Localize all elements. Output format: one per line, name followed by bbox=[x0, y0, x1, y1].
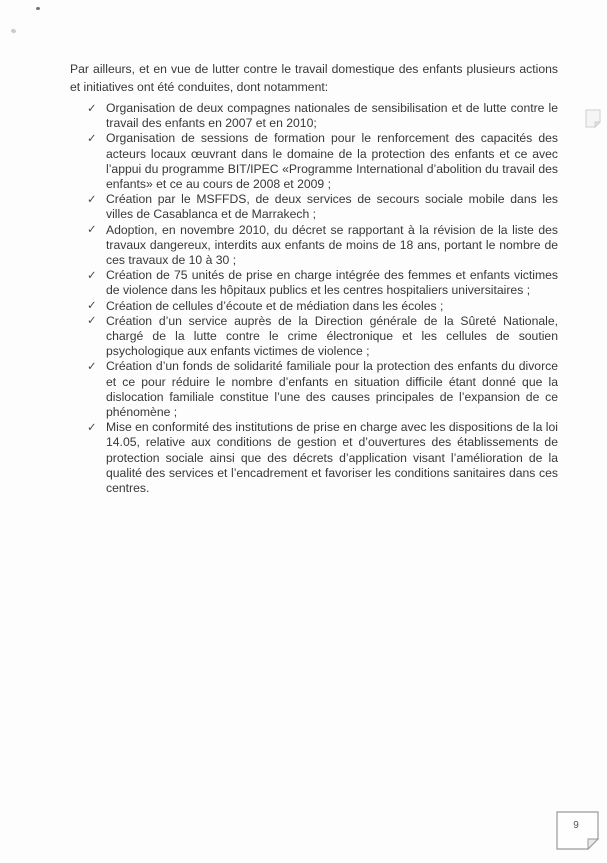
list-item-text: Création par le MSFFDS, de deux services de secours sociale mobile dans les villes de Casablanca et de Marrakech ; bbox=[106, 192, 558, 222]
check-icon: ✓ bbox=[87, 102, 97, 115]
check-icon: ✓ bbox=[87, 300, 97, 313]
scan-speck bbox=[36, 7, 40, 10]
list-item bbox=[86, 131, 558, 192]
page-curl-icon bbox=[585, 109, 601, 128]
list-item bbox=[86, 223, 558, 269]
list-item bbox=[86, 299, 558, 314]
scan-speck bbox=[10, 28, 16, 33]
check-icon: ✓ bbox=[87, 269, 97, 282]
check-icon: ✓ bbox=[87, 224, 97, 237]
list-item-text: Création de cellules d’écoute et de médiation dans les écoles ; bbox=[106, 298, 444, 313]
check-icon: ✓ bbox=[87, 360, 97, 373]
check-icon: ✓ bbox=[87, 132, 97, 145]
list-item-text: Création d’un fonds de solidarité familiale pour la protection des enfants du divorce et ce pour réduire le nombre d’enfants en situation difficile étant donné que la dislocation familiale constitue l’une des causes principales de l’expansion de ce phénomène ; bbox=[106, 359, 558, 420]
list-item bbox=[86, 268, 558, 298]
check-icon: ✓ bbox=[87, 421, 97, 434]
list-item bbox=[86, 359, 558, 420]
check-icon: ✓ bbox=[87, 315, 97, 328]
page-number-badge bbox=[556, 811, 599, 850]
list-item-text: Création de 75 unités de prise en charge intégrée des femmes et enfants victimes de violence dans les hôpitaux publics et les centres hospitaliers universitaires ; bbox=[106, 268, 558, 298]
check-icon: ✓ bbox=[87, 193, 97, 206]
list-item-text: Création d’un service auprès de la Direction générale de la Sûreté Nationale, chargé de la lutte contre le crime électronique et les cellules de soutien psychologique aux enfants victimes de violence ; bbox=[106, 313, 558, 359]
page-number: 9 bbox=[573, 820, 579, 831]
list-item-text: Organisation de deux compagnes nationales de sensibilisation et de lutte contre le travail des enfants en 2007 et en 2010; bbox=[106, 101, 558, 131]
intro-paragraph: Par ailleurs, et en vue de lutter contre le travail domestique des enfants plusieurs actions et initiatives ont été conduites, dont notamment: bbox=[70, 62, 558, 94]
list-item-text: Adoption, en novembre 2010, du décret se rapportant à la révision de la liste des travaux dangereux, interdits aux enfants de moins de 18 ans, portant le nombre de ces travaux de 10 à 30 ; bbox=[106, 222, 558, 268]
list-item bbox=[86, 314, 558, 360]
folded-corner-icon bbox=[588, 839, 598, 849]
list-item bbox=[86, 420, 558, 496]
list-item bbox=[86, 192, 558, 222]
list-item-text: Organisation de sessions de formation pour le renforcement des capacités des acteurs locaux œuvrant dans le domaine de la protection des enfants et ce avec l’appui du programme BIT/IPEC «Programme International d’abolition du travail des enfants» et ce au cours de 2008 et 2009 ; bbox=[106, 131, 558, 192]
bullet-list bbox=[86, 101, 558, 496]
list-item bbox=[86, 101, 558, 131]
list-item-text: Mise en conformité des institutions de prise en charge avec les dispositions de la loi 14.05, relative aux conditions de gestion et d’ouvertures des établissements de protection sociale ainsi que des décrets d’application visant l’amélioration de la qualité des services et l’encadrement et favoriser les conditions sanitaires dans ces centres. bbox=[106, 420, 558, 496]
